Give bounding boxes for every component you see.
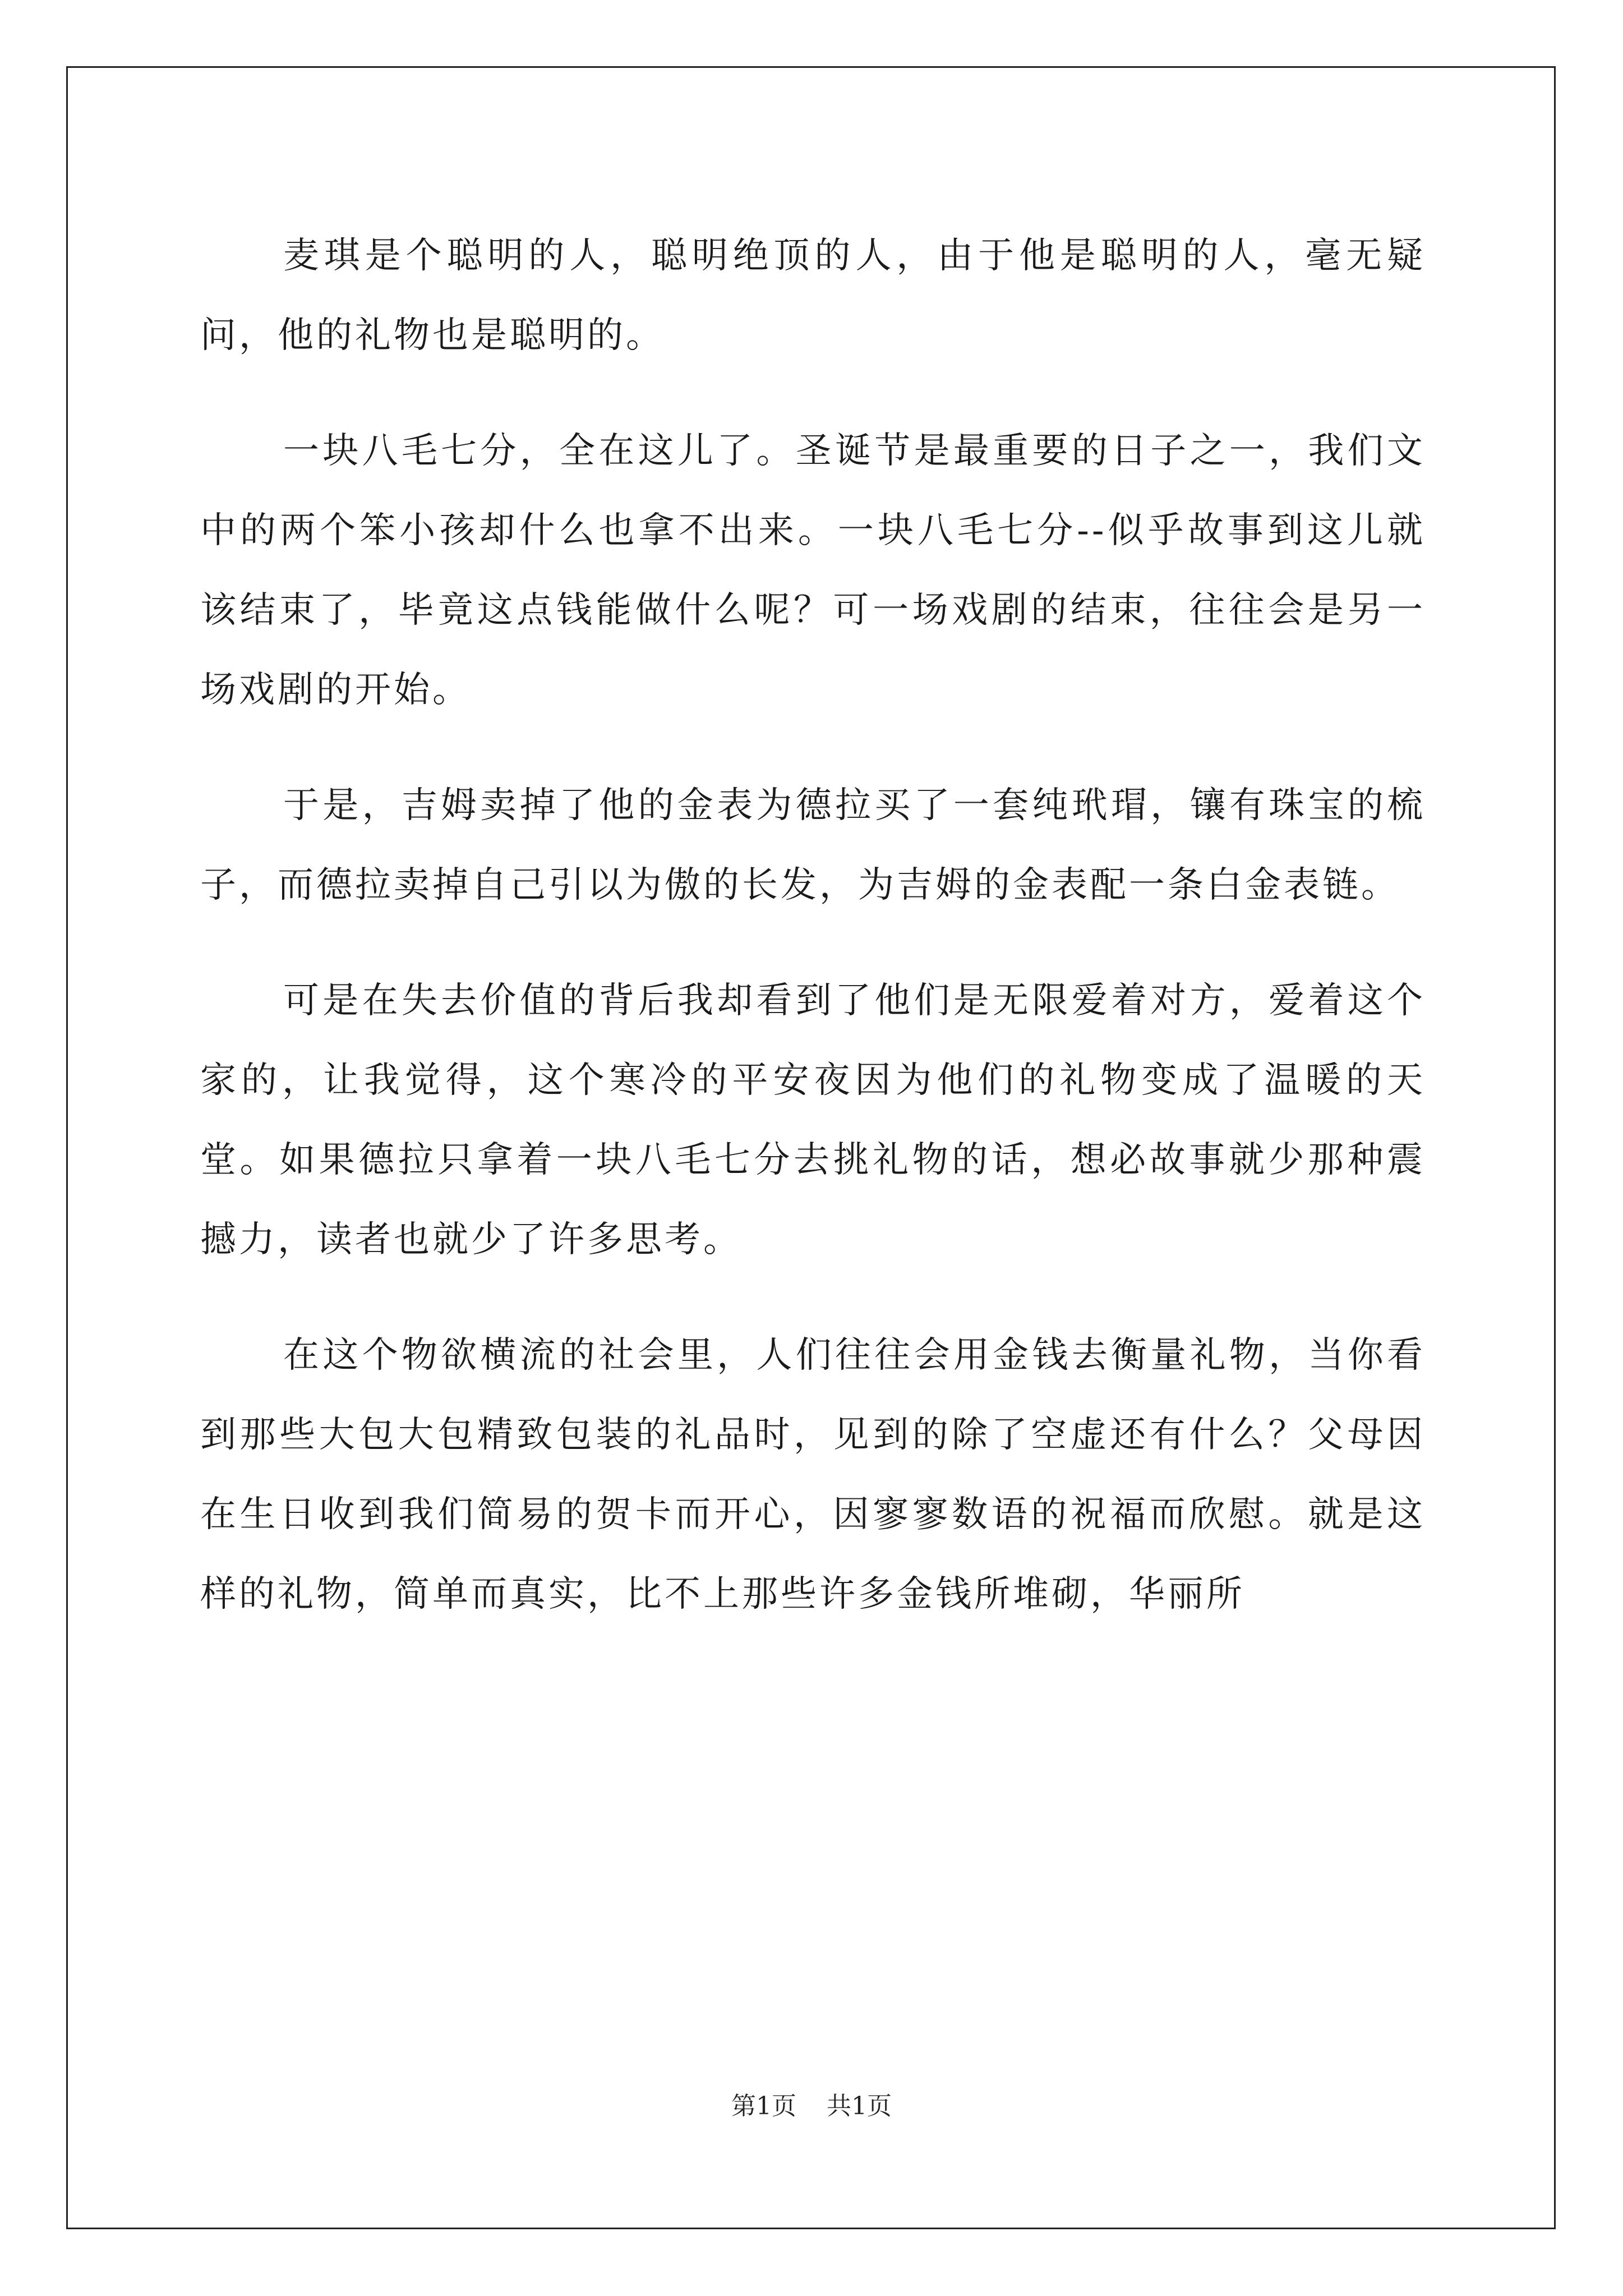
- document-body: [200, 216, 1426, 1670]
- paragraph-3: 于是，吉姆卖掉了他的金表为德拉买了一套纯玳瑁，镶有珠宝的梳子，而德拉卖掉自己引以为傲的长发，为吉姆的金表配一条白金表链。: [200, 785, 1426, 906]
- paragraph-5: 在这个物欲横流的社会里，人们往往会用金钱去衡量礼物，当你看到那些大包大包精致包装的礼品时，见到的除了空虚还有什么？父母因在生日收到我们简易的贺卡而开心，因寥寥数语的祝福而欣慰。就是这样的礼物，简单而真实，比不上那些许多金钱所堆砌，华丽所: [200, 1335, 1426, 1615]
- page-footer: [0, 2090, 1623, 2123]
- paragraph-1: 麦琪是个聪明的人，聪明绝顶的人，由于他是聪明的人，毫无疑问，他的礼物也是聪明的。: [200, 235, 1426, 356]
- paragraph-4: 可是在失去价值的背后我却看到了他们是无限爱着对方，爱着这个家的，让我觉得，这个寒冷的平安夜因为他们的礼物变成了温暖的天堂。如果德拉只拿着一块八毛七分去挑礼物的话，想必故事就少那种震撼力，读者也就少了许多思考。: [200, 980, 1426, 1260]
- paragraph-2: 一块八毛七分，全在这儿了。圣诞节是最重要的日子之一，我们文中的两个笨小孩却什么也拿不出来。一块八毛七分--似乎故事到这儿就该结束了，毕竟这点钱能做什么呢？可一场戏剧的结束，往往会是另一场戏剧的开始。: [200, 430, 1426, 711]
- page-number-total: 共1页: [827, 2092, 892, 2120]
- page-number-current: 第1页: [731, 2092, 796, 2120]
